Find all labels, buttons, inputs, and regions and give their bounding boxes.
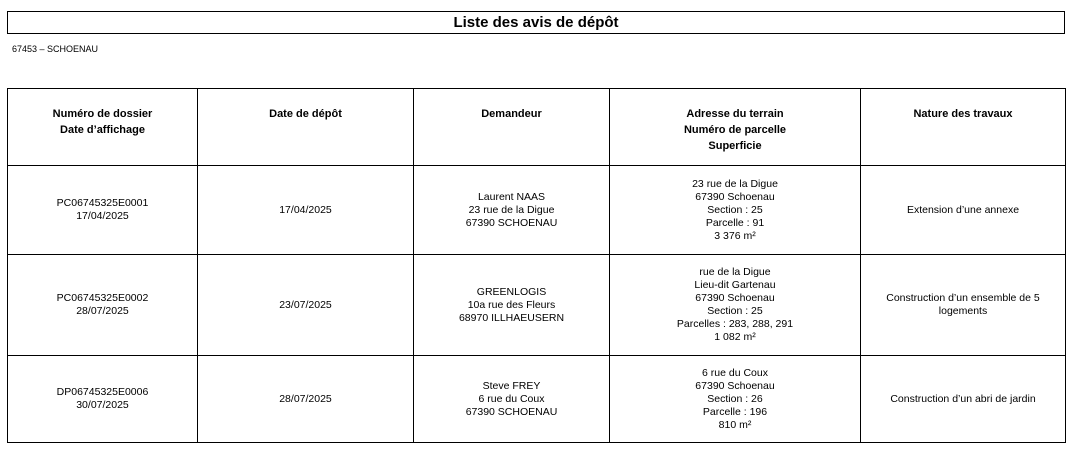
cell-nature: Construction d’un abri de jardin — [861, 356, 1066, 443]
header-nature: Nature des travaux — [861, 89, 1066, 166]
table-header-row — [8, 89, 1066, 166]
header-date-depot: Date de dépôt — [198, 89, 414, 166]
cell-adresse: rue de la Digue Lieu-dit Gartenau 67390 Schoenau Section : 25 Parcelles : 283, 288, 291 1 082 m² — [610, 255, 861, 356]
header-dossier: Numéro de dossier Date d’affichage — [8, 89, 198, 166]
cell-dossier: DP06745325E0006 30/07/2025 — [8, 356, 198, 443]
cell-dossier: PC06745325E0002 28/07/2025 — [8, 255, 198, 356]
cell-date-depot: 23/07/2025 — [198, 255, 414, 356]
cell-demandeur: Laurent NAAS 23 rue de la Digue 67390 SCHOENAU — [414, 166, 610, 255]
depot-table — [7, 88, 1066, 443]
commune-label: 67453 – SCHOENAU — [12, 44, 99, 54]
cell-adresse: 6 rue du Coux 67390 Schoenau Section : 26 Parcelle : 196 810 m² — [610, 356, 861, 443]
cell-demandeur: GREENLOGIS 10a rue des Fleurs 68970 ILLHAEUSERN — [414, 255, 610, 356]
page-title-text: Liste des avis de dépôt — [453, 14, 619, 31]
cell-nature: Construction d’un ensemble de 5 logements — [861, 255, 1066, 356]
table-row — [8, 255, 1066, 356]
table-row — [8, 166, 1066, 255]
cell-dossier: PC06745325E0001 17/04/2025 — [8, 166, 198, 255]
page-title — [7, 11, 1065, 34]
table-row — [8, 356, 1066, 443]
cell-date-depot: 28/07/2025 — [198, 356, 414, 443]
cell-date-depot: 17/04/2025 — [198, 166, 414, 255]
cell-nature: Extension d’une annexe — [861, 166, 1066, 255]
header-demandeur: Demandeur — [414, 89, 610, 166]
cell-adresse: 23 rue de la Digue 67390 Schoenau Section : 25 Parcelle : 91 3 376 m² — [610, 166, 861, 255]
cell-demandeur: Steve FREY 6 rue du Coux 67390 SCHOENAU — [414, 356, 610, 443]
header-adresse: Adresse du terrain Numéro de parcelle Superficie — [610, 89, 861, 166]
